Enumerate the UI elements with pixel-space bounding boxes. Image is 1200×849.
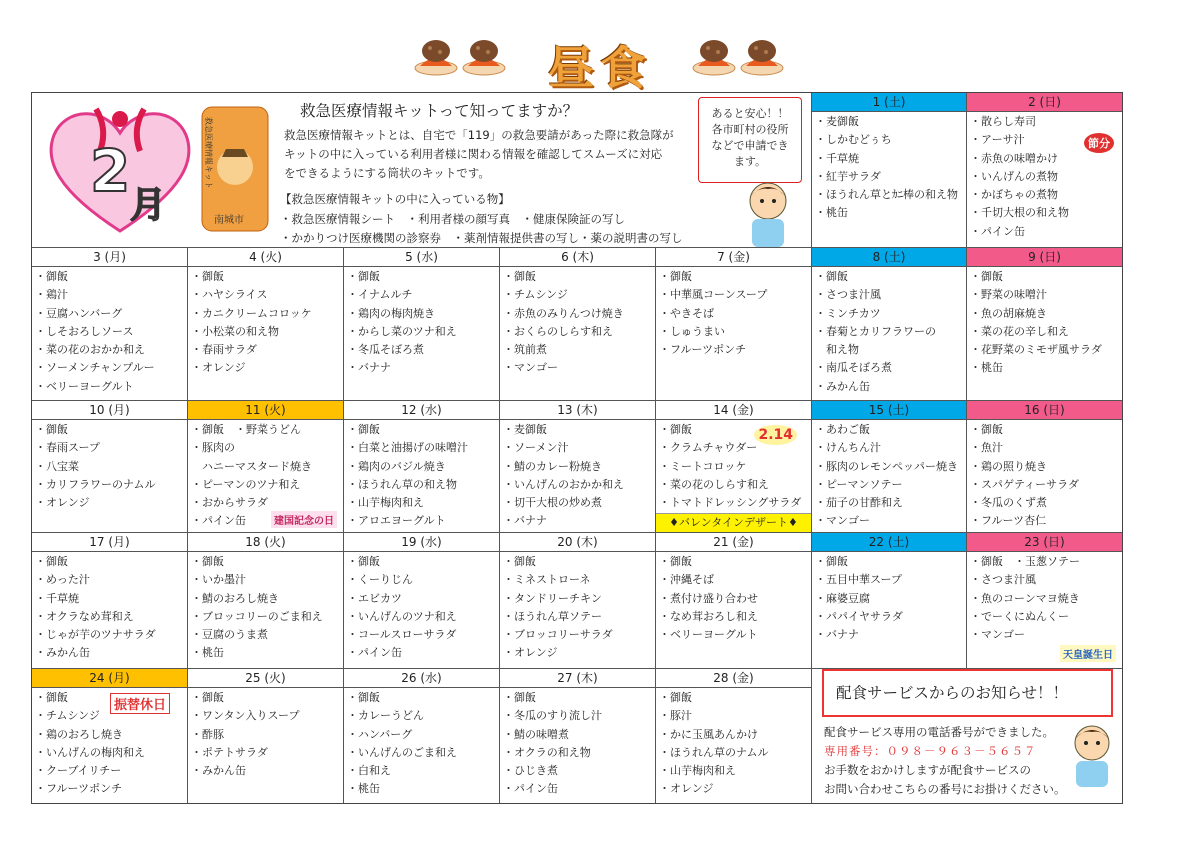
dish-icon — [740, 36, 784, 76]
menu-item: ・ハヤシライス — [191, 288, 268, 302]
menu-item: ・ベリーヨーグルト — [35, 379, 134, 393]
day-cell — [32, 669, 188, 803]
menu-list — [188, 267, 343, 378]
menu-list — [656, 267, 811, 359]
kit-contents-line: ・救急医療情報シート ・利用者様の顔写真 ・健康保険証の写し — [280, 211, 625, 226]
menu-item: ・豆腐のうま煮 — [191, 628, 268, 642]
kenkoku-stamp: 建国記念の日 — [271, 511, 337, 528]
intro-heading: 救急医療情報キットって知ってますか？ — [300, 102, 579, 120]
menu-list — [500, 688, 655, 799]
valentine-date-stamp: 2.14 — [754, 425, 797, 445]
kit-contents-title: 【救急医療情報キットの中に入っている物】 — [280, 192, 510, 206]
menu-item: ・いんげんのツナ和え — [347, 609, 457, 623]
day-cell — [344, 401, 500, 533]
menu-item: ・いんげんのごま和え — [347, 745, 457, 759]
menu-item: ・御飯 ・玉葱ソテー — [970, 555, 1080, 568]
menu-item: ・エビカツ — [347, 591, 402, 605]
menu-item: ・麦御飯 — [815, 115, 859, 128]
menu-item: ・しそおろしソース — [35, 324, 134, 338]
menu-item: ・御飯 — [503, 691, 536, 704]
day-cell — [32, 248, 188, 401]
menu-item: ・麦御飯 — [503, 423, 547, 436]
menu-item: ・ほうれん草ソテー — [503, 609, 602, 623]
menu-item: ・桃缶 — [191, 646, 224, 660]
menu-item: ・コールスローサラダ — [347, 628, 457, 642]
menu-item: ・あわご飯 — [815, 423, 870, 436]
day-header: 22 (土) — [812, 533, 966, 552]
menu-item: ・オレンジ — [191, 361, 246, 375]
menu-item: ・鯖のおろし焼き — [191, 591, 279, 605]
menu-item: ・いんげんの煮物 — [970, 169, 1058, 183]
menu-item: ・アーサ汁 — [970, 133, 1025, 147]
day-cell — [188, 669, 344, 803]
menu-item: ・御飯 — [815, 270, 848, 283]
menu-item: ・春雨スープ — [35, 441, 100, 455]
menu-item: ・パパイヤサラダ — [815, 609, 903, 623]
notice-line: お問い合わせこちらの番号にお掛けください。 — [824, 782, 1066, 796]
day-cell — [967, 93, 1122, 248]
menu-list — [32, 267, 187, 396]
day-cell — [812, 248, 967, 401]
menu-item: ・菜の花の辛し和え — [970, 324, 1069, 338]
day-cell — [656, 669, 812, 803]
menu-item: ・御飯 — [659, 555, 692, 568]
phone-number: 専用番号：０９８－９６３－５６５７ — [824, 744, 1037, 758]
menu-item: ・御飯 — [191, 270, 224, 283]
day-header: 27 (木) — [500, 669, 655, 688]
menu-list — [344, 267, 499, 378]
menu-item: ・クーブイリチー — [35, 764, 122, 778]
intro-line: 救急医療情報キットとは、自宅で「119」の救急要請があった際に救急隊が — [284, 128, 674, 142]
menu-item: ・茄子の甘酢和え — [815, 496, 903, 510]
day-header: 6 (木) — [500, 248, 655, 267]
day-header: 11 (火) — [188, 401, 343, 420]
day-header: 24 (月) — [32, 669, 187, 688]
menu-item: ・御飯 — [659, 270, 692, 283]
menu-item: ・御飯 — [347, 691, 380, 704]
day-cell — [967, 248, 1122, 401]
medical-kit-icon — [200, 105, 270, 233]
menu-list — [344, 552, 499, 663]
month-unit: 月 — [130, 185, 167, 226]
menu-item: ・ソーメン汁 — [503, 441, 569, 455]
day-header: 9 (日) — [967, 248, 1122, 267]
day-header: 1 (土) — [812, 93, 966, 112]
menu-item: ・フルーツ杏仁 — [970, 514, 1047, 528]
menu-item: ・マンゴー — [970, 628, 1025, 642]
day-header: 5 (水) — [344, 248, 499, 267]
day-cell — [656, 401, 812, 533]
menu-item: ・さつま汁風 — [970, 573, 1036, 587]
menu-item: ・しゅうまい — [659, 324, 725, 338]
menu-item: ・ほうれん草のナムル — [659, 745, 769, 759]
day-cell — [344, 669, 500, 803]
menu-item: ・クラムチャウダー — [659, 441, 758, 455]
day-header: 19 (水) — [344, 533, 499, 552]
kit-contents-line: ・かかりつけ医療機関の診察券 ・薬剤情報提供書の写し・薬の説明書の写し — [280, 231, 683, 245]
menu-item: ・バナナ — [503, 514, 547, 528]
menu-item: ・散らし寿司 — [970, 115, 1036, 128]
menu-item: ・ほうれん草とｶﾆ棒の和え物 — [815, 188, 958, 202]
menu-item: ・春雨サラダ — [191, 343, 257, 357]
menu-item: ・煮付け盛り合わせ — [659, 591, 758, 605]
day-header: 14 (金) — [656, 401, 811, 420]
menu-item: ・ワンタン入りスープ — [191, 709, 300, 723]
day-cell — [344, 248, 500, 401]
menu-item: ・菜の花のおかか和え — [35, 343, 145, 357]
menu-item: ・冬瓜のすり流し汁 — [503, 709, 602, 723]
menu-item: ・バナナ — [815, 628, 859, 642]
menu-item: ・白菜と油揚げの味噌汁 — [347, 441, 468, 455]
day-cell — [500, 248, 656, 401]
menu-item: ・春菊とカリフラワーの — [815, 324, 936, 338]
menu-item: ・八宝菜 — [35, 459, 79, 473]
menu-item: ・めった汁 — [35, 573, 90, 587]
menu-item: ・チムシンジ — [503, 288, 568, 302]
menu-item: ・冬瓜そぼろ煮 — [347, 343, 424, 357]
menu-item: ・カニクリームコロッケ — [191, 306, 312, 320]
menu-item: ・千切大根の和え物 — [970, 206, 1069, 220]
menu-item: ・やきそば — [659, 306, 714, 320]
menu-item: ・ミンチカツ — [815, 306, 881, 320]
day-header: 17 (月) — [32, 533, 187, 552]
menu-list — [500, 420, 655, 531]
day-cell — [500, 533, 656, 669]
menu-item: ・マンゴー — [503, 361, 558, 375]
menu-item: ・フルーツポンチ — [659, 343, 747, 357]
day-header: 28 (金) — [656, 669, 811, 688]
day-cell — [32, 533, 188, 669]
city-label: 南城市 — [214, 215, 244, 226]
menu-list — [32, 420, 187, 512]
bubble-line: 各市町村の役所 — [711, 123, 789, 136]
menu-item: ・筑前煮 — [503, 343, 547, 357]
heart-icon — [38, 99, 202, 239]
menu-item: ・御飯 — [191, 555, 224, 568]
day-header: 26 (水) — [344, 669, 499, 688]
menu-item: ・麻婆豆腐 — [815, 591, 870, 605]
menu-item: ・御飯 — [970, 423, 1003, 436]
menu-item: ・ソーメンチャンプルー — [35, 361, 155, 375]
menu-item: ・鶏肉の梅肉焼き — [347, 306, 435, 320]
dish-icon — [414, 36, 458, 76]
menu-item: ・ハンバーグ — [347, 727, 413, 741]
menu-item: ・ポテトサラダ — [191, 745, 268, 759]
menu-item: ・赤魚の味噌かけ — [970, 151, 1058, 165]
menu-item: ・魚汁 — [970, 441, 1003, 455]
menu-list — [812, 112, 966, 223]
menu-item: ・みかん缶 — [35, 646, 90, 660]
menu-item: ・ピーマンソテー — [815, 477, 903, 491]
day-cell — [812, 401, 967, 533]
day-cell — [967, 533, 1122, 669]
menu-list — [812, 420, 966, 531]
menu-item: ・ミートコロッケ — [659, 459, 747, 473]
menu-item: ・御飯 — [35, 423, 68, 436]
day-header: 25 (火) — [188, 669, 343, 688]
menu-item: ・御飯 — [970, 270, 1003, 283]
day-header: 3 (月) — [32, 248, 187, 267]
menu-item: ・千草焼 — [815, 151, 859, 165]
menu-item: ・南瓜そぼろ煮 — [815, 361, 892, 375]
menu-item: ・でーくにぬんくー — [970, 609, 1069, 623]
info-panel — [32, 93, 812, 248]
day-header: 8 (土) — [812, 248, 966, 267]
menu-item: ・山芋梅肉和え — [659, 764, 736, 778]
menu-item: ・沖縄そば — [659, 573, 714, 587]
menu-item: ・鶏のおろし焼き — [35, 727, 123, 741]
menu-item: ・御飯 — [191, 691, 224, 704]
menu-item: ・御飯 — [347, 423, 380, 436]
day-cell — [500, 669, 656, 803]
dish-icon — [692, 36, 736, 76]
menu-item: ハニーマスタード焼き — [191, 459, 312, 473]
month-number: 2 — [90, 137, 131, 205]
menu-item: ・ピーマンのツナ和え — [191, 477, 301, 491]
tenno-stamp: 天皇誕生日 — [1060, 645, 1116, 662]
menu-item: ・御飯 — [659, 423, 692, 436]
menu-item: ・タンドリーチキン — [503, 591, 602, 605]
kit-label: 救急医療情報キット — [204, 117, 213, 189]
menu-item: ・イナムルチ — [347, 288, 413, 302]
menu-item: ・けんちん汁 — [815, 441, 881, 455]
menu-item: ・みかん缶 — [815, 379, 870, 393]
notice-line: 配食サービス専用の電話番号ができました。 — [824, 725, 1054, 739]
menu-item: ・赤魚のみりんつけ焼き — [503, 306, 624, 320]
day-header: 4 (火) — [188, 248, 343, 267]
menu-item: ・山芋梅肉和え — [347, 496, 424, 510]
menu-item: ・鯖のカレー粉焼き — [503, 459, 602, 473]
menu-item: ・オレンジ — [659, 782, 714, 796]
menu-item: 和え物 — [815, 343, 859, 357]
day-cell — [32, 401, 188, 533]
intro-line: キットの中に入っている利用者様に関わる情報を確認してスムーズに対応 — [284, 147, 663, 161]
bubble-line: などで申請でき — [711, 139, 789, 152]
menu-item: ・ほうれん草の和え物 — [347, 477, 457, 491]
menu-item: ・花野菜のミモザ風サラダ — [970, 343, 1102, 357]
menu-list — [812, 267, 966, 396]
menu-item: ・冬瓜のくず煮 — [970, 496, 1047, 510]
kit-contents — [280, 190, 683, 248]
menu-item: ・鶏の照り焼き — [970, 459, 1047, 473]
day-header: 12 (水) — [344, 401, 499, 420]
menu-item: ・しかむどぅち — [815, 133, 892, 147]
menu-item: ・カレーうどん — [347, 709, 424, 723]
menu-list — [188, 688, 343, 780]
menu-item: ・桃缶 — [347, 782, 380, 796]
menu-item: ・オクラなめ茸和え — [35, 609, 134, 623]
menu-item: ・魚の胡麻焼き — [970, 306, 1047, 320]
menu-item: ・菜の花のしらす和え — [659, 477, 769, 491]
day-cell — [812, 93, 967, 248]
menu-item: ・豚肉のレモンペッパー焼き — [815, 459, 958, 473]
menu-item: ・マンゴー — [815, 514, 870, 528]
menu-list — [967, 552, 1122, 644]
menu-item: ・パイン缶 — [503, 782, 558, 796]
speech-bubble — [698, 97, 802, 183]
title-bar — [0, 30, 1200, 95]
day-header: 16 (日) — [967, 401, 1122, 420]
menu-item: ・切干大根の炒め煮 — [503, 496, 602, 510]
menu-item: ・鶏汁 — [35, 288, 68, 302]
menu-item: ・じゃが芋のツナサラダ — [35, 628, 156, 642]
day-header: 2 (日) — [967, 93, 1122, 112]
menu-item: ・いんげんの梅肉和え — [35, 745, 145, 759]
menu-item: ・くーりじん — [347, 573, 413, 587]
menu-item: ・豆腐ハンバーグ — [35, 306, 123, 320]
menu-list — [344, 688, 499, 799]
menu-item: ・いんげんのおかか和え — [503, 477, 624, 491]
notice-line: お手数をおかけしますが配食サービスの — [824, 763, 1031, 777]
menu-item: ・ひじき煮 — [503, 764, 558, 778]
notice-title: 配食サービスからのお知らせ！！ — [822, 669, 1113, 717]
menu-item: ・千草焼 — [35, 591, 79, 605]
menu-item: ・ミネストローネ — [503, 573, 591, 587]
intro-body — [284, 126, 704, 183]
menu-item: ・紅芋サラダ — [815, 169, 881, 183]
menu-list — [967, 420, 1122, 531]
menu-list — [812, 552, 966, 644]
day-header: 10 (月) — [32, 401, 187, 420]
menu-item: ・おからサラダ — [191, 496, 268, 510]
menu-item: ・ブロッコリーのごま和え — [191, 609, 323, 623]
day-header: 15 (土) — [812, 401, 966, 420]
menu-list — [656, 552, 811, 644]
day-header: 20 (木) — [500, 533, 655, 552]
menu-item: ・豚肉の — [191, 441, 235, 455]
menu-item: ・御飯 — [815, 555, 848, 568]
day-header: 21 (金) — [656, 533, 811, 552]
menu-item: ・御飯 — [35, 270, 68, 283]
menu-item: ・バナナ — [347, 361, 391, 375]
menu-item: ・パイン缶 — [347, 646, 402, 660]
furikae-stamp: 振替休日 — [110, 693, 170, 714]
menu-list — [967, 267, 1122, 378]
day-cell — [967, 401, 1122, 533]
menu-item: ・オレンジ — [503, 646, 558, 660]
menu-item: ・フルーツポンチ — [35, 782, 123, 796]
menu-list — [967, 112, 1122, 241]
day-cell — [188, 533, 344, 669]
menu-item: ・鯖の味噌煮 — [503, 727, 569, 741]
menu-list — [656, 688, 811, 799]
day-cell — [344, 533, 500, 669]
menu-item: ・チムシンジ — [35, 709, 100, 723]
menu-item: ・スパゲティーサラダ — [970, 477, 1080, 491]
day-header: 13 (木) — [500, 401, 655, 420]
menu-list — [500, 552, 655, 663]
day-cell — [656, 533, 812, 669]
menu-item: ・酢豚 — [191, 727, 224, 741]
day-header: 23 (日) — [967, 533, 1122, 552]
menu-item: ・オレンジ — [35, 496, 90, 510]
menu-list — [500, 267, 655, 378]
menu-list — [188, 552, 343, 663]
day-cell — [188, 401, 344, 533]
menu-item: ・御飯 — [659, 691, 692, 704]
day-cell — [656, 248, 812, 401]
staff-person-icon — [1064, 721, 1120, 787]
menu-item: ・御飯 — [35, 555, 68, 568]
staff-person-icon — [738, 177, 798, 247]
day-header: 7 (金) — [656, 248, 811, 267]
menu-item: ・カリフラワーのナムル — [35, 477, 156, 491]
day-header: 18 (火) — [188, 533, 343, 552]
menu-item: ・パイン缶 — [191, 514, 246, 528]
page-title: 昼食 — [548, 41, 652, 95]
menu-item: ・御飯 ・野菜うどん — [191, 423, 301, 436]
menu-item: ・白和え — [347, 764, 391, 778]
menu-item: ・御飯 — [35, 691, 68, 704]
bubble-line: ます。 — [733, 155, 767, 168]
menu-item: ・かぼちゃの煮物 — [970, 188, 1058, 202]
menu-item: ・さつま汁風 — [815, 288, 881, 302]
setsubun-stamp: 節分 — [1084, 133, 1114, 153]
menu-item: ・オクラの和え物 — [503, 745, 591, 759]
menu-item: ・なめ茸おろし和え — [659, 609, 758, 623]
day-cell — [500, 401, 656, 533]
valentine-dessert-banner: ♦バレンタインデザート♦ — [656, 513, 811, 532]
menu-item: ・豚汁 — [659, 709, 692, 723]
menu-item: ・パイン缶 — [970, 224, 1025, 238]
menu-item: ・いか墨汁 — [191, 573, 246, 587]
day-cell — [188, 248, 344, 401]
menu-item: ・トマトドレッシングサラダ — [659, 496, 802, 510]
menu-item: ・野菜の味噌汁 — [970, 288, 1047, 302]
menu-list — [32, 552, 187, 663]
menu-item: ・ベリーヨーグルト — [659, 628, 758, 642]
menu-item: ・かに玉風あんかけ — [659, 727, 758, 741]
bubble-line: あると安心！！ — [711, 107, 789, 120]
menu-item: ・小松菜の和え物 — [191, 324, 279, 338]
menu-item: ・おくらのしらす和え — [503, 324, 613, 338]
menu-item: ・アロエヨーグルト — [347, 514, 446, 528]
menu-item: ・桃缶 — [815, 206, 848, 220]
menu-item: ・からし菜のツナ和え — [347, 324, 457, 338]
day-cell — [812, 533, 967, 669]
menu-list — [344, 420, 499, 531]
menu-calendar — [31, 92, 1123, 804]
menu-item: ・ブロッコリーサラダ — [503, 628, 613, 642]
menu-item: ・五目中華スープ — [815, 573, 902, 587]
menu-item: ・中華風コーンスープ — [659, 288, 768, 302]
menu-item: ・鶏肉のバジル焼き — [347, 459, 446, 473]
menu-item: ・御飯 — [347, 555, 380, 568]
menu-item: ・御飯 — [503, 270, 536, 283]
menu-item: ・みかん缶 — [191, 764, 246, 778]
menu-item: ・御飯 — [347, 270, 380, 283]
intro-line: をできるようにする筒状のキットです。 — [284, 166, 490, 180]
menu-item: ・御飯 — [503, 555, 536, 568]
menu-item: ・魚のコーンマヨ焼き — [970, 591, 1080, 605]
menu-item: ・桃缶 — [970, 361, 1003, 375]
